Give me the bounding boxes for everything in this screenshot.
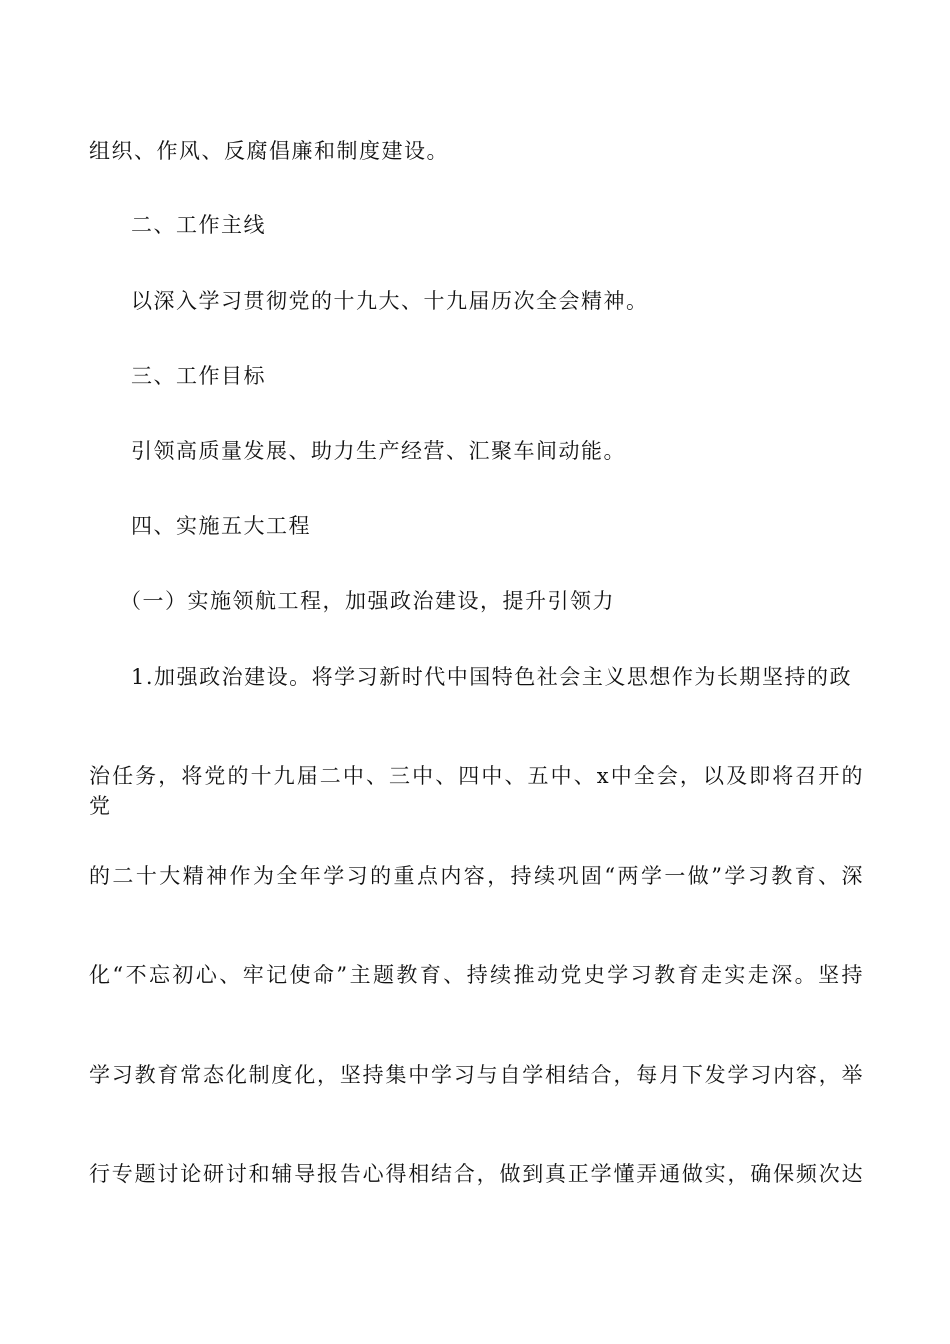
paragraph-line-9: 行专题讨论研讨和辅导报告心得相结合，做到真正学懂弄通做实，确保频次达: [89, 1162, 864, 1186]
section-heading-2: 二、工作主线: [131, 213, 266, 237]
section-heading-3: 三、工作目标: [131, 364, 266, 388]
paragraph-line-7: 化“不忘初心、牢记使命”主题教育、持续推动党史学习教育走实走深。坚持: [89, 963, 864, 987]
paragraph-line-1: 组织、作风、反腐倡廉和制度建设。: [89, 139, 449, 163]
paragraph-line-3: 引领高质量发展、助力生产经营、汇聚车间动能。: [131, 439, 626, 463]
paragraph-line-2: 以深入学习贯彻党的十九大、十九届历次全会精神。: [131, 289, 649, 313]
section-heading-4: 四、实施五大工程: [131, 514, 311, 538]
paragraph-line-8: 学习教育常态化制度化，坚持集中学习与自学相结合，每月下发学习内容，举: [89, 1063, 864, 1087]
paragraph-line-6: 的二十大精神作为全年学习的重点内容，持续巩固“两学一做”学习教育、深: [89, 864, 864, 888]
subsection-heading-1: （一）实施领航工程，加强政治建设，提升引领力: [120, 589, 615, 613]
paragraph-line-5: 治任务，将党的十九届二中、三中、四中、五中、x中全会，以及即将召开的党: [89, 764, 864, 818]
paragraph-line-4: 1.加强政治建设。将学习新时代中国特色社会主义思想作为长期坚持的政: [131, 665, 852, 689]
